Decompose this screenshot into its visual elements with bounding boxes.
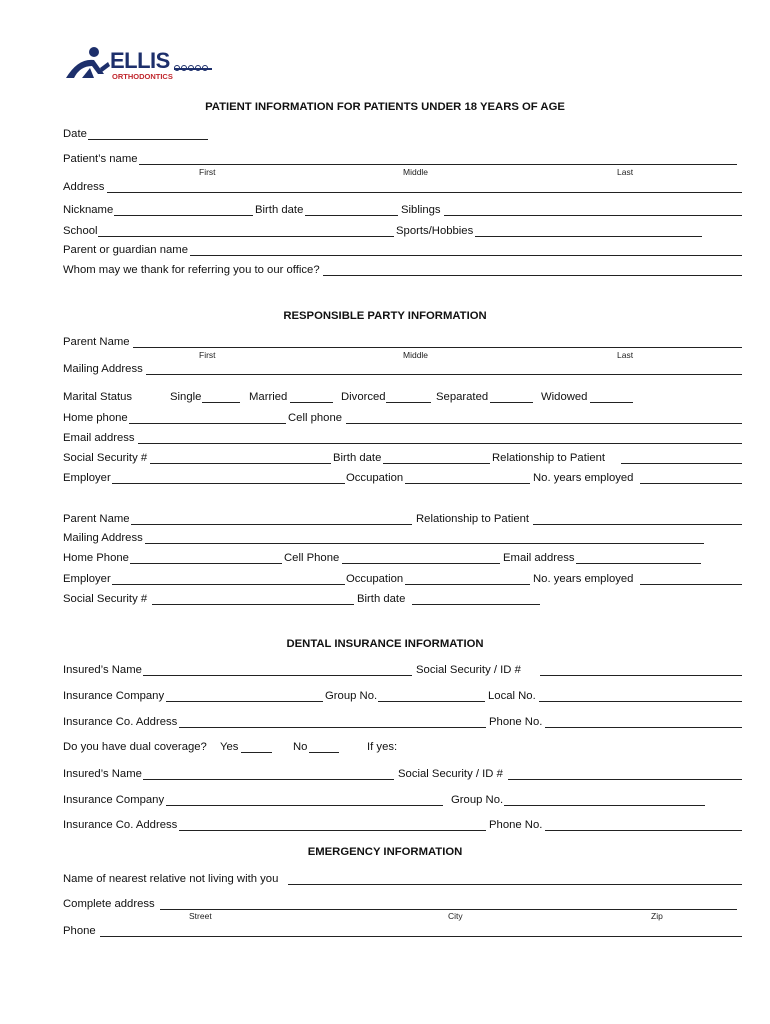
nickname-label: Nickname <box>63 204 114 216</box>
parent-first-caption: First <box>199 350 216 360</box>
local-no-label: Local No. <box>488 690 536 702</box>
insurance-address2-label: Insurance Co. Address <box>63 819 178 831</box>
parent2-email-label: Email address <box>503 552 575 564</box>
parent2-email-field[interactable] <box>576 563 701 564</box>
years-employed-field[interactable] <box>640 483 742 484</box>
insurance-company-label: Insurance Company <box>63 690 165 702</box>
referral-field[interactable] <box>323 275 742 276</box>
parent2-home-phone-label: Home Phone <box>63 552 129 564</box>
relationship-label: Relationship to Patient <box>492 452 606 464</box>
relative-field[interactable] <box>288 884 742 885</box>
separated-label: Separated <box>436 391 489 403</box>
patient-name-field[interactable] <box>139 164 737 165</box>
parent2-employer-field[interactable] <box>112 584 345 585</box>
parent2-ssn-field[interactable] <box>152 604 354 605</box>
mailing-address-field[interactable] <box>146 374 742 375</box>
logo-subtitle: ORTHODONTICS <box>112 72 173 81</box>
insurance-heading: DENTAL INSURANCE INFORMATION <box>286 638 484 650</box>
siblings-field[interactable] <box>444 215 742 216</box>
local-no-field[interactable] <box>539 701 742 702</box>
responsible-heading: RESPONSIBLE PARTY INFORMATION <box>283 310 487 322</box>
complete-address-field[interactable] <box>160 909 737 910</box>
date-label: Date <box>63 128 87 140</box>
years-employed-label: No. years employed <box>533 472 634 484</box>
address-field[interactable] <box>107 192 742 193</box>
insured-name-label: Insured’s Name <box>63 664 142 676</box>
parent-name-field[interactable] <box>133 347 742 348</box>
parent2-home-phone-field[interactable] <box>130 563 282 564</box>
parent2-employer-label: Employer <box>63 573 111 585</box>
address-label: Address <box>63 181 105 193</box>
mailing-address-label: Mailing Address <box>63 363 143 375</box>
dual-no-field[interactable] <box>309 752 339 753</box>
emergency-phone-field[interactable] <box>100 936 742 937</box>
parent-middle-caption: Middle <box>403 350 429 360</box>
parent2-occupation-label: Occupation <box>346 573 404 585</box>
cell-phone-field[interactable] <box>346 423 742 424</box>
marital-status-label: Marital Status <box>63 391 133 403</box>
ssn-id2-label: Social Security / ID # <box>398 768 503 780</box>
group-no2-label: Group No. <box>451 794 504 806</box>
insured-name2-field[interactable] <box>143 779 394 780</box>
patient-last-caption: Last <box>617 167 634 177</box>
parent2-mailing-field[interactable] <box>145 543 704 544</box>
group-no-label: Group No. <box>325 690 378 702</box>
cell-phone-label: Cell phone <box>288 412 343 424</box>
parent2-occupation-field[interactable] <box>405 584 530 585</box>
parent2-cell-phone-label: Cell Phone <box>284 552 340 564</box>
insurance-company2-label: Insurance Company <box>63 794 165 806</box>
home-phone-label: Home phone <box>63 412 128 424</box>
parent2-birth-date-field[interactable] <box>412 604 540 605</box>
emergency-heading: EMERGENCY INFORMATION <box>307 846 463 858</box>
single-field[interactable] <box>202 402 240 403</box>
insurance-address-label: Insurance Co. Address <box>63 716 178 728</box>
phone-no-label: Phone No. <box>489 716 543 728</box>
widowed-field[interactable] <box>590 402 633 403</box>
home-phone-field[interactable] <box>129 423 286 424</box>
phone-no2-label: Phone No. <box>489 819 543 831</box>
sports-field[interactable] <box>475 236 702 237</box>
birth-date-field[interactable] <box>305 215 398 216</box>
patient-middle-caption: Middle <box>403 167 429 177</box>
guardian-label: Parent or guardian name <box>63 244 188 256</box>
siblings-label: Siblings <box>401 204 441 216</box>
parent2-relationship-field[interactable] <box>533 524 742 525</box>
email-field[interactable] <box>138 443 742 444</box>
dual-coverage-label: Do you have dual coverage? <box>63 741 207 753</box>
ssn-id-field[interactable] <box>540 675 742 676</box>
ssn-label: Social Security # <box>63 452 148 464</box>
relative-label: Name of nearest relative not living with you <box>63 873 279 885</box>
dual-yes-label: Yes <box>220 741 239 753</box>
street-caption: Street <box>189 911 212 921</box>
parent2-name-label: Parent Name <box>63 513 130 525</box>
nickname-field[interactable] <box>114 215 253 216</box>
divorced-field[interactable] <box>386 402 431 403</box>
insured-name2-label: Insured’s Name <box>63 768 142 780</box>
patient-first-caption: First <box>199 167 216 177</box>
parent2-years-label: No. years employed <box>533 573 634 585</box>
city-caption: City <box>448 911 463 921</box>
group-no-field[interactable] <box>378 701 485 702</box>
employer-field[interactable] <box>112 483 345 484</box>
relationship-field[interactable] <box>621 463 742 464</box>
ssn-field[interactable] <box>150 463 331 464</box>
ssn-id-label: Social Security / ID # <box>416 664 521 676</box>
school-field[interactable] <box>98 236 394 237</box>
zip-caption: Zip <box>651 911 663 921</box>
separated-field[interactable] <box>490 402 533 403</box>
complete-address-label: Complete address <box>63 898 155 910</box>
dual-yes-field[interactable] <box>241 752 272 753</box>
married-field[interactable] <box>290 402 333 403</box>
school-label: School <box>63 225 98 237</box>
occupation-field[interactable] <box>405 483 530 484</box>
parent2-name-field[interactable] <box>131 524 412 525</box>
phone-no2-field[interactable] <box>545 830 742 831</box>
emergency-phone-label: Phone <box>63 925 96 937</box>
parent-last-caption: Last <box>617 350 634 360</box>
insurance-address2-field[interactable] <box>179 830 486 831</box>
parent-birth-date-field[interactable] <box>383 463 490 464</box>
employer-label: Employer <box>63 472 111 484</box>
insurance-company-field[interactable] <box>166 701 323 702</box>
occupation-label: Occupation <box>346 472 404 484</box>
single-label: Single <box>170 391 202 403</box>
if-yes-label: If yes: <box>367 741 398 753</box>
dual-no-label: No <box>293 741 308 753</box>
sports-label: Sports/Hobbies <box>396 225 474 237</box>
insurance-company2-field[interactable] <box>166 805 443 806</box>
referral-label: Whom may we thank for referring you to our office? <box>63 264 320 276</box>
parent2-years-field[interactable] <box>640 584 742 585</box>
insurance-address-field[interactable] <box>179 727 486 728</box>
parent2-relationship-label: Relationship to Patient <box>416 513 530 525</box>
parent2-cell-phone-field[interactable] <box>342 563 500 564</box>
form-title: PATIENT INFORMATION FOR PATIENTS UNDER 18 YEARS OF AGE <box>205 101 565 113</box>
ellis-orthodontics-logo <box>64 44 224 84</box>
email-label: Email address <box>63 432 135 444</box>
date-field[interactable] <box>88 139 208 140</box>
phone-no-field[interactable] <box>545 727 742 728</box>
parent2-mailing-label: Mailing Address <box>63 532 143 544</box>
widowed-label: Widowed <box>541 391 588 403</box>
parent-birth-date-label: Birth date <box>333 452 382 464</box>
guardian-field[interactable] <box>190 255 742 256</box>
married-label: Married <box>249 391 288 403</box>
divorced-label: Divorced <box>341 391 386 403</box>
logo-name: ELLIS <box>110 48 170 73</box>
insured-name-field[interactable] <box>143 675 412 676</box>
group-no2-field[interactable] <box>504 805 705 806</box>
parent2-birth-date-label: Birth date <box>357 593 406 605</box>
birth-date-label: Birth date <box>255 204 304 216</box>
patient-name-label: Patient’s name <box>63 153 138 165</box>
ssn-id2-field[interactable] <box>508 779 742 780</box>
parent-name-label: Parent Name <box>63 336 130 348</box>
parent2-ssn-label: Social Security # <box>63 593 148 605</box>
